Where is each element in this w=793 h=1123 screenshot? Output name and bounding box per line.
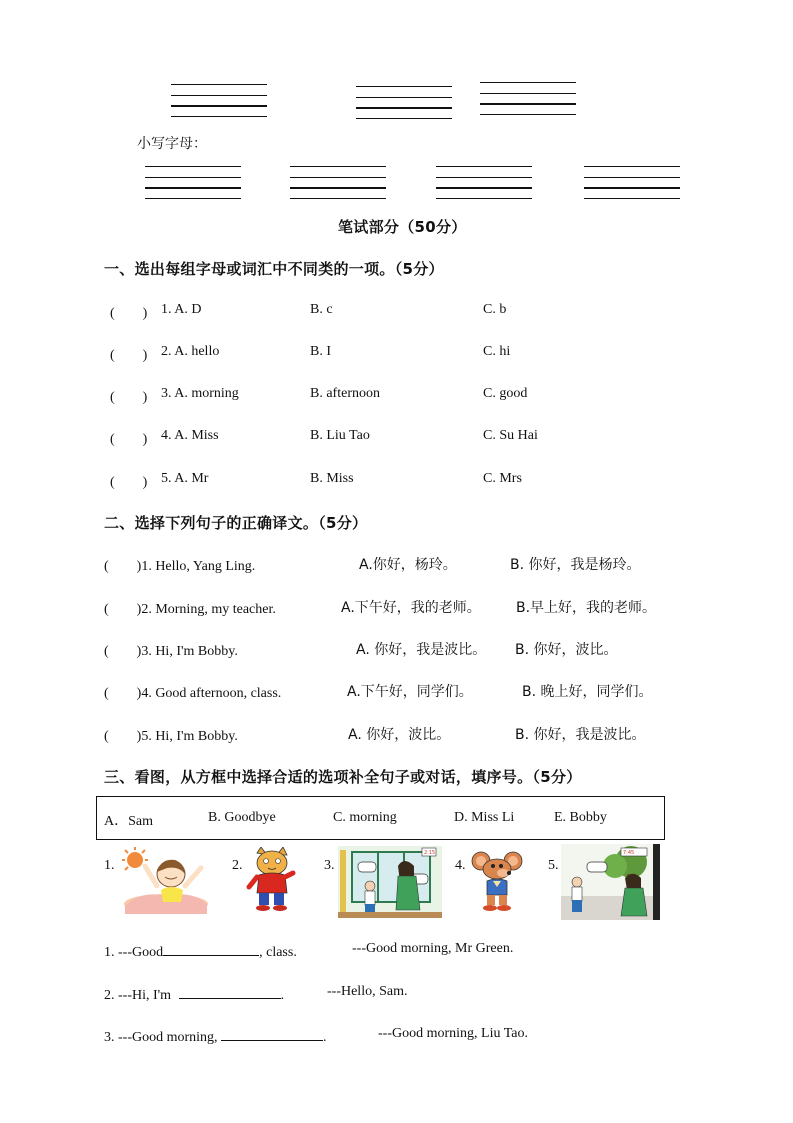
question-text[interactable]: ( )3. Hi, I'm Bobby. — [104, 644, 238, 659]
option-b: B. 你好，波比。 — [515, 642, 618, 658]
option-box-c: C. morning — [333, 810, 397, 825]
option-box-a: A．Sam — [104, 814, 153, 829]
option-b: B. 你好，我是波比。 — [515, 727, 646, 743]
writing-lines-uppercase-2[interactable] — [356, 84, 452, 122]
option-a: A. 你好，波比。 — [348, 727, 451, 743]
option-box-d: D. Miss Li — [454, 810, 515, 825]
sentence-2 — [104, 984, 284, 1004]
question-text[interactable]: ( )5. Hi, I'm Bobby. — [104, 729, 238, 744]
sentence-reply: ---Hello, Sam. — [327, 984, 408, 999]
sentence-suffix: . — [323, 1030, 327, 1045]
option-a: 5. A. Mr — [161, 471, 209, 486]
option-b: B. 你好，我是杨玲。 — [510, 557, 641, 573]
writing-lines-uppercase-3[interactable] — [480, 80, 576, 118]
option-box-e: E. Bobby — [554, 810, 607, 825]
option-b: B. Miss — [310, 471, 354, 486]
picture-number: 3. — [324, 858, 335, 873]
option-b: B.早上好，我的老师。 — [516, 600, 657, 616]
school-gate-greeting-illustration — [561, 844, 660, 920]
lowercase-label: 小写字母： — [137, 136, 207, 152]
sentence-prefix: 3. ---Good morning, — [104, 1030, 222, 1045]
sentence-1 — [104, 941, 297, 961]
waking-child-illustration — [121, 846, 211, 914]
option-b: B. 晚上好，同学们。 — [522, 684, 653, 700]
writing-lines-lowercase-3[interactable] — [436, 164, 532, 202]
sentence-prefix: 1. ---Good — [104, 945, 164, 960]
option-a: 1. A. D — [161, 302, 202, 317]
classroom-greeting-illustration — [338, 846, 442, 918]
answer-paren[interactable]: ( ) — [110, 390, 148, 405]
option-b: B. c — [310, 302, 333, 317]
answer-paren[interactable]: ( ) — [110, 432, 148, 447]
answer-blank[interactable] — [163, 941, 259, 956]
sentence-reply: ---Good morning, Mr Green. — [352, 941, 514, 956]
answer-blank[interactable] — [221, 1026, 323, 1041]
writing-lines-uppercase-1[interactable] — [171, 82, 267, 120]
picture-number: 1. — [104, 858, 115, 873]
option-c: C. good — [483, 386, 528, 401]
sentence-suffix: . — [280, 988, 285, 1003]
svg-text:7:45: 7:45 — [623, 850, 635, 856]
sentence-3 — [104, 1026, 327, 1046]
mouse-character-illustration — [469, 849, 525, 913]
option-a: A. 你好，我是波比。 — [356, 642, 487, 658]
section2-title: 二、选择下列句子的正确译文。（5分） — [104, 514, 368, 532]
option-c: C. b — [483, 302, 507, 317]
option-a: 3. A. morning — [161, 386, 239, 401]
answer-paren[interactable]: ( ) — [110, 475, 148, 490]
answer-paren[interactable]: ( ) — [110, 306, 148, 321]
writing-lines-lowercase-4[interactable] — [584, 164, 680, 202]
option-c: C. Mrs — [483, 471, 522, 486]
cat-character-illustration — [245, 847, 297, 913]
picture-number: 5. — [548, 858, 559, 873]
option-a: A.下午好，我的老师。 — [341, 600, 481, 616]
written-part-title: 笔试部分（50分） — [338, 218, 467, 236]
svg-text:2:15: 2:15 — [424, 850, 436, 856]
picture-number: 4. — [455, 858, 466, 873]
option-a: 4. A. Miss — [161, 428, 219, 443]
section3-title: 三、看图，从方框中选择合适的选项补全句子或对话，填序号。（5分） — [104, 768, 582, 786]
picture-number: 2. — [232, 858, 243, 873]
writing-lines-lowercase-2[interactable] — [290, 164, 386, 202]
option-c: C. hi — [483, 344, 511, 359]
question-text[interactable]: ( )4. Good afternoon, class. — [104, 686, 282, 701]
answer-blank[interactable] — [179, 984, 281, 999]
answer-paren[interactable]: ( ) — [110, 348, 148, 363]
option-b: B. I — [310, 344, 331, 359]
option-a: A.你好，杨玲。 — [359, 557, 457, 573]
option-b: B. Liu Tao — [310, 428, 370, 443]
option-box-b: B. Goodbye — [208, 810, 276, 825]
sentence-prefix: 2. ---Hi, I'm — [104, 988, 175, 1003]
option-a: 2. A. hello — [161, 344, 220, 359]
writing-lines-lowercase-1[interactable] — [145, 164, 241, 202]
option-b: B. afternoon — [310, 386, 380, 401]
sentence-suffix: , class. — [259, 945, 297, 960]
sentence-reply: ---Good morning, Liu Tao. — [378, 1026, 529, 1041]
question-text[interactable]: ( )1. Hello, Yang Ling. — [104, 559, 256, 574]
question-text[interactable]: ( )2. Morning, my teacher. — [104, 602, 276, 617]
option-a: A.下午好，同学们。 — [347, 684, 473, 700]
section1-title: 一、选出每组字母或词汇中不同类的一项。（5分） — [104, 260, 444, 278]
option-c: C. Su Hai — [483, 428, 538, 443]
